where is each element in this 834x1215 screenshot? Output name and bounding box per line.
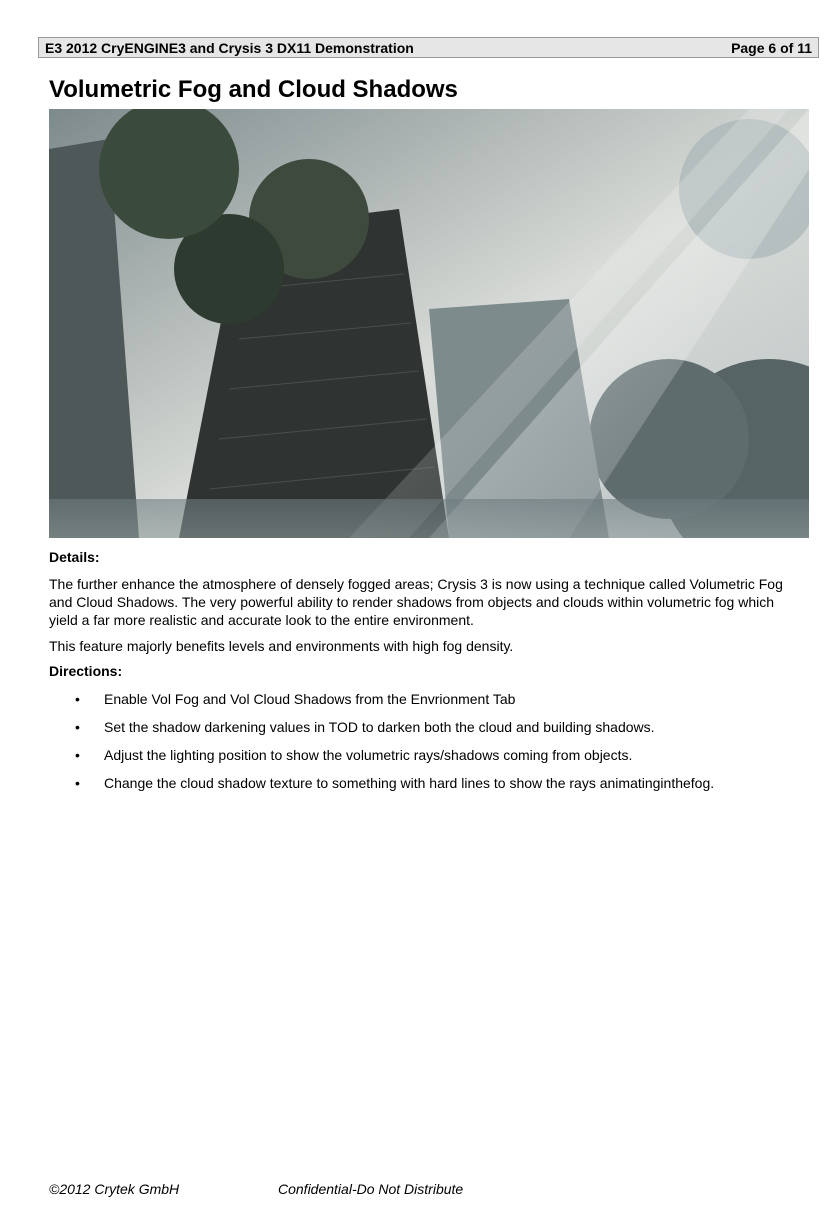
list-item: • Enable Vol Fog and Vol Cloud Shadows from the Envrionment Tab — [75, 691, 516, 707]
section-title: Volumetric Fog and Cloud Shadows — [49, 76, 458, 103]
list-item: • Set the shadow darkening values in TOD to darken both the cloud and building shadows. — [75, 719, 655, 735]
bullet-icon: • — [75, 719, 80, 735]
footer-confidential-notice: Confidential-Do Not Distribute — [278, 1181, 464, 1197]
directions-list — [49, 690, 819, 802]
details-paragraph-1: The further enhance the atmosphere of densely fogged areas; Crysis 3 is now using a technique called Volumetric Fog and Cloud Shadows. The very powerful ability to render shadows from objects and clouds within volumetric fog which yield a far more realistic and accurate look to the entire environment. — [49, 576, 783, 628]
page-number: Page 6 of 11 — [731, 39, 812, 56]
directions-heading: Directions: — [49, 663, 123, 679]
details-paragraph-2: This feature majorly benefits levels and environments with high fog density. — [49, 638, 514, 654]
document-title-header: E3 2012 CryENGINE3 and Crysis 3 DX11 Demonstration — [45, 39, 414, 56]
bullet-icon: • — [75, 775, 80, 791]
footer-copyright: ©2012 Crytek GmbH — [49, 1181, 180, 1197]
bullet-icon: • — [75, 747, 80, 763]
page-header — [38, 37, 819, 58]
details-heading: Details: — [49, 549, 100, 565]
screenshot-image — [49, 109, 809, 538]
list-item: • Adjust the lighting position to show the volumetric rays/shadows coming from objects. — [75, 747, 633, 763]
list-item: • Change the cloud shadow texture to something with hard lines to show the rays animatinginthefog. — [75, 775, 715, 791]
bullet-icon: • — [75, 691, 80, 707]
